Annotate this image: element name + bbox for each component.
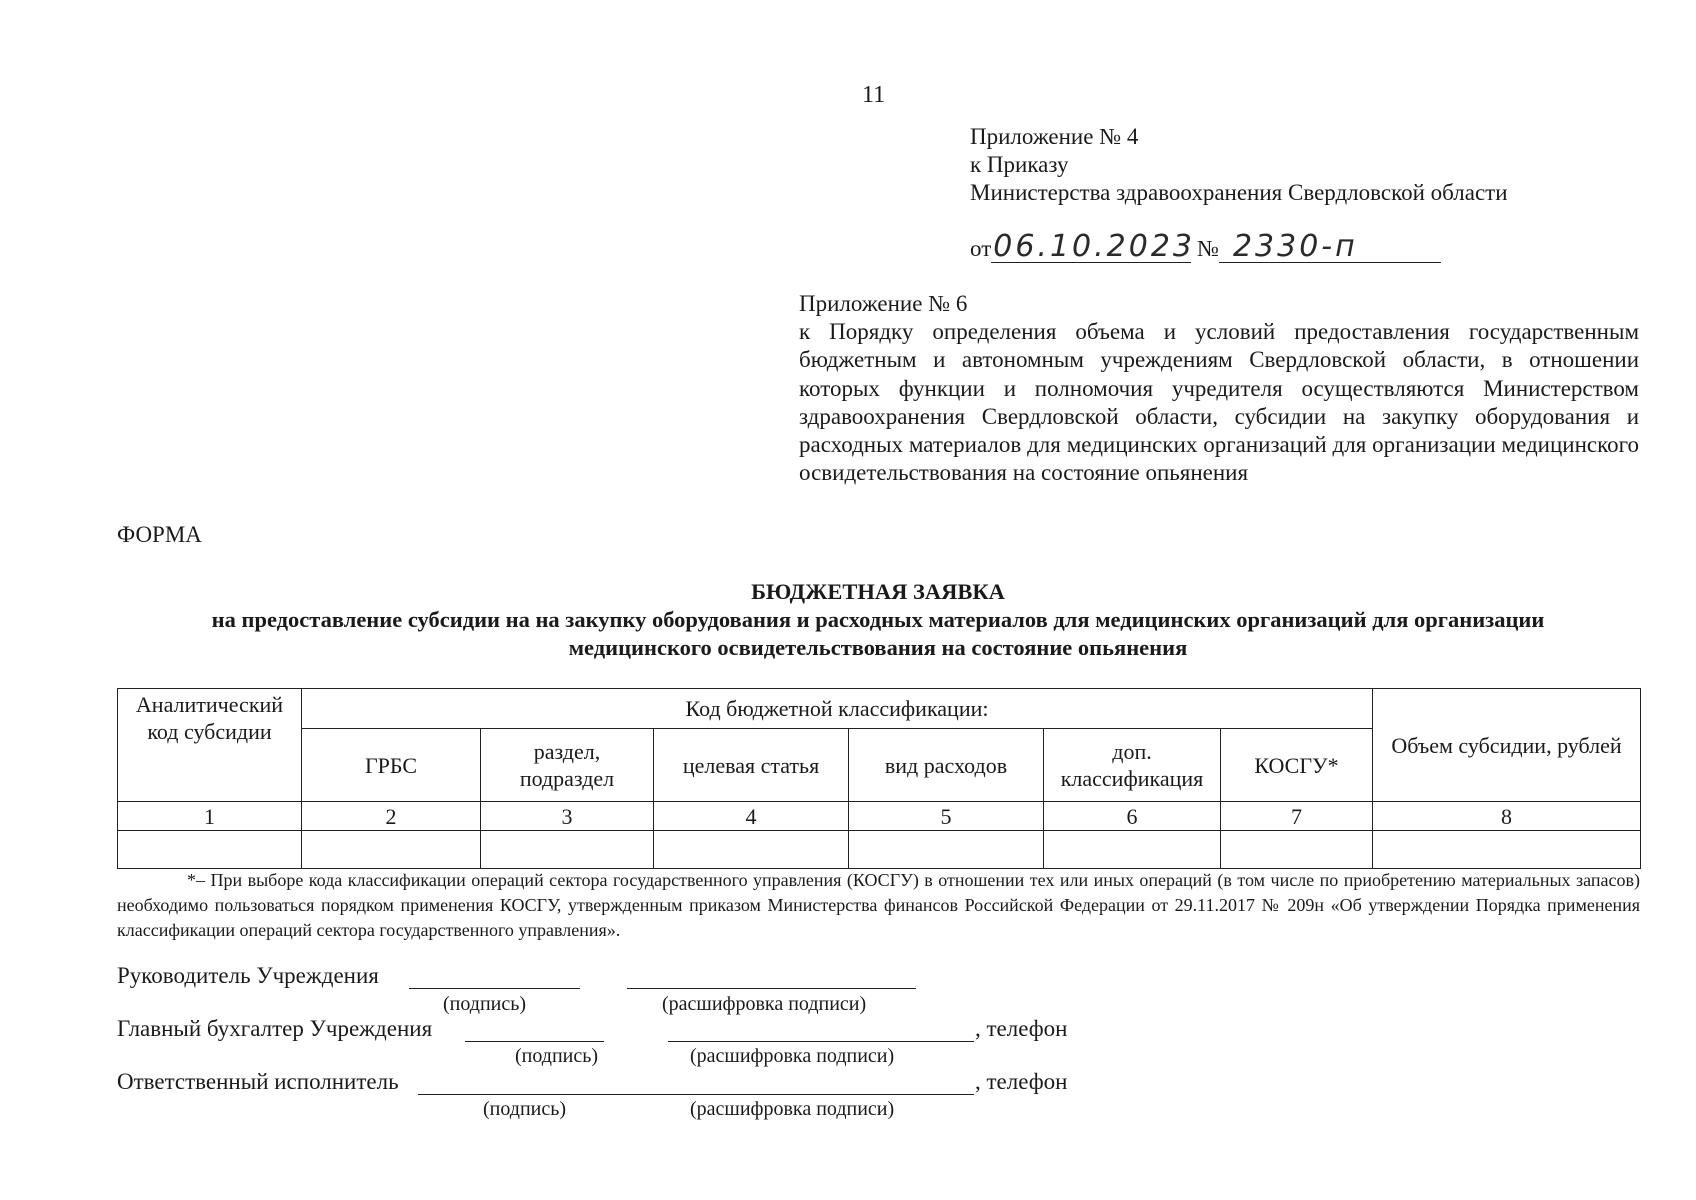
table-number-row (118, 802, 1641, 831)
order-ministry: Министерства здравоохранения Свердловской области (970, 180, 1508, 205)
header-extra-classification: доп. классификация (1044, 729, 1221, 802)
order-number-prefix: № (1197, 236, 1219, 261)
empty-cell (654, 831, 849, 869)
order-date-line (970, 229, 1441, 264)
accountant-decoding-line (668, 1041, 974, 1042)
document-title (117, 578, 1639, 662)
header-grbs: ГРБС (302, 729, 481, 802)
appendix-title: Приложение № 6 (799, 291, 968, 316)
appendix-text: к Порядку определения объема и условий предоставления государственным бюджетным и автономным учреждениям Свердловской области, в отношении которых функции и полномочия учредителя осуществляются Министерством здравоохранения Свердловской области, субсидии на закупку оборудования и расходных материалов для медицинских организаций для организации медицинского освидетельствования на состояние опьянения (799, 319, 1639, 486)
column-number: 7 (1221, 802, 1373, 831)
executor-decoding-caption: (расшифровка подписи) (690, 1098, 895, 1120)
head-signature-label: Руководитель Учреждения (117, 963, 379, 988)
empty-cell (1044, 831, 1221, 869)
empty-cell (1373, 831, 1641, 869)
table-empty-row (118, 831, 1641, 869)
footnote: *– При выборе кода классификации операций сектора государственного управления (КОСГУ) в отношении тех или иных операций (в том числе по приобретению материальных запасов) необходимо пользоваться порядком применения КОСГУ, утвержденным приказом Министерства финансов Российской Федерации от 29.11.2017 № 209н «Об утверждении Порядка применения классификации операций сектора государственного управления». (117, 870, 1640, 940)
form-label: ФОРМА (117, 522, 202, 547)
head-decoding-line (627, 988, 916, 989)
title-main: БЮДЖЕТНАЯ ЗАЯВКА (751, 579, 1005, 604)
table-header-row (118, 689, 1641, 729)
order-approval-block (970, 123, 1508, 207)
handwritten-date: 06.10.2023 (993, 229, 1196, 264)
title-subtitle-line1: на предоставление субсидии на на закупку оборудования и расходных материалов для медицинских организаций для организации (211, 607, 1545, 632)
appendix-block (799, 290, 1639, 487)
header-target-article: целевая статья (654, 729, 849, 802)
column-number: 3 (481, 802, 654, 831)
order-reference: к Приказу (970, 152, 1069, 177)
empty-cell (849, 831, 1044, 869)
head-signature-caption: (подпись) (443, 993, 527, 1015)
executor-signature-line (418, 1094, 974, 1095)
accountant-signature-line (465, 1041, 604, 1042)
executor-signature-label: Ответственный исполнитель (117, 1069, 399, 1094)
title-subtitle-line2: медицинского освидетельствования на состояние опьянения (568, 635, 1188, 660)
header-budget-classification: Код бюджетной классификации: (302, 689, 1373, 729)
header-expense-type: вид расходов (849, 729, 1044, 802)
handwritten-number: 2330-п (1219, 232, 1441, 263)
empty-cell (481, 831, 654, 869)
header-kosgu: КОСГУ* (1221, 729, 1373, 802)
header-analytic-code: Аналитический код субсидии (118, 689, 302, 802)
header-subsidy-volume: Объем субсидии, рублей (1373, 689, 1641, 802)
column-number: 8 (1373, 802, 1641, 831)
head-signature-line (409, 988, 580, 989)
column-number: 1 (118, 802, 302, 831)
accountant-signature-caption: (подпись) (515, 1045, 599, 1067)
accountant-decoding-caption: (расшифровка подписи) (690, 1045, 895, 1067)
executor-phone-label: , телефон (975, 1069, 1068, 1094)
header-section: раздел, подраздел (481, 729, 654, 802)
column-number: 2 (302, 802, 481, 831)
column-number: 6 (1044, 802, 1221, 831)
empty-cell (302, 831, 481, 869)
order-date-prefix: от (970, 236, 992, 261)
head-decoding-caption: (расшифровка подписи) (662, 993, 867, 1015)
empty-cell (118, 831, 302, 869)
order-appendix-title: Приложение № 4 (970, 124, 1139, 149)
empty-cell (1221, 831, 1373, 869)
accountant-signature-label: Главный бухгалтер Учреждения (117, 1016, 433, 1041)
column-number: 4 (654, 802, 849, 831)
column-number: 5 (849, 802, 1044, 831)
accountant-phone-label: , телефон (975, 1016, 1068, 1041)
executor-signature-caption: (подпись) (483, 1098, 567, 1120)
page-number: 11 (862, 82, 886, 108)
budget-table (117, 688, 1641, 869)
